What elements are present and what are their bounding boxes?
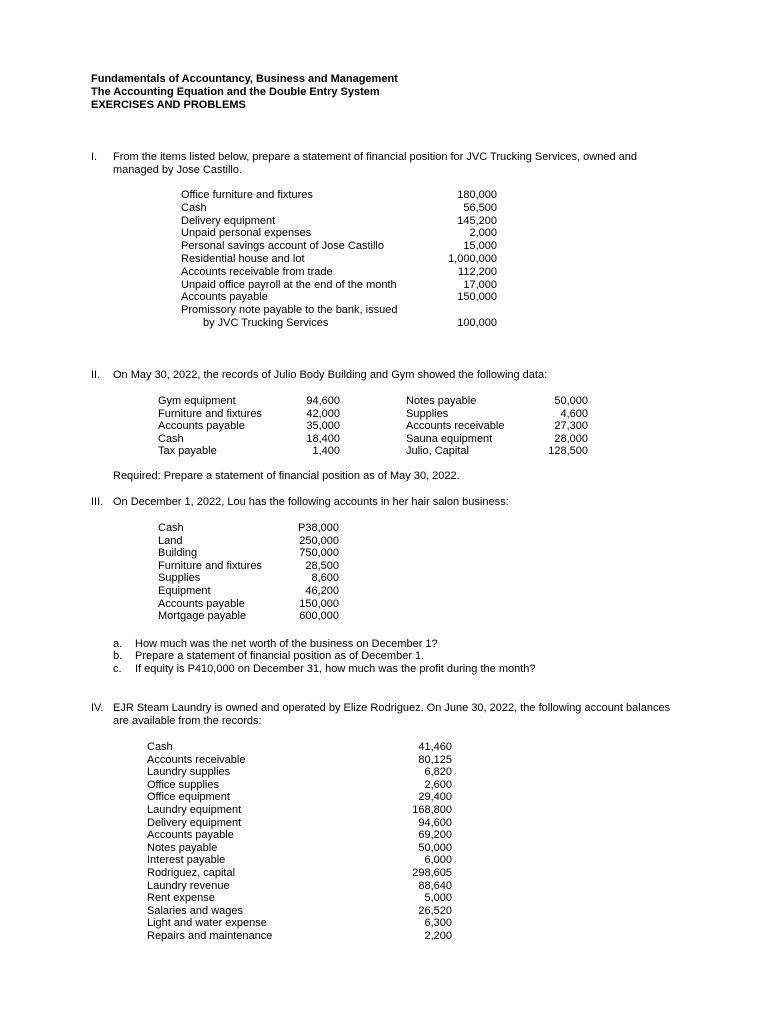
list-item-value: 2,200 <box>424 929 452 942</box>
list-item-label: Cash <box>147 741 173 753</box>
question-a-text: How much was the net worth of the business on December 1? <box>135 638 438 650</box>
problem-3-number: III. <box>91 496 104 508</box>
list-item-value: 6,820 <box>424 766 452 779</box>
list-item-label: Laundry revenue <box>147 879 230 892</box>
list-item-value: 26,520 <box>418 904 452 917</box>
list-item-value: 28,500 <box>305 559 339 572</box>
list-item-label: Accounts payable <box>158 420 245 433</box>
list-item-value: 750,000 <box>299 547 339 560</box>
list-item-label: Supplies <box>158 572 201 585</box>
question-b-text: Prepare a statement of financial position as of December 1. <box>135 650 425 662</box>
problem-2-right-labels <box>406 395 504 458</box>
list-item-label: Accounts payable <box>147 829 234 842</box>
list-item-value: 46,200 <box>305 584 339 597</box>
list-item-label: Accounts payable <box>181 291 268 304</box>
list-item-value: 168,800 <box>412 803 452 816</box>
problem-2-text: On May 30, 2022, the records of Julio Body Building and Gym showed the following data: <box>113 369 548 381</box>
list-item-value: 69,200 <box>418 829 452 842</box>
list-item-label: Equipment <box>158 584 211 597</box>
list-item-value: 41,460 <box>418 741 452 753</box>
list-item-label: Notes payable <box>406 395 477 407</box>
problem-2-left-labels <box>158 395 262 458</box>
list-item-value: 100,000 <box>457 316 497 329</box>
problem-1-text-cont: managed by Jose Castillo. <box>113 164 243 176</box>
section-title: EXERCISES AND PROBLEMS <box>91 99 246 111</box>
list-item-value: 15,000 <box>463 240 497 253</box>
list-item-value: 2,000 <box>469 227 497 240</box>
list-item-label: Cash <box>181 201 207 214</box>
list-item-label: Furniture and fixtures <box>158 559 262 572</box>
list-item-value: 2,600 <box>424 778 452 791</box>
list-item-value: 35,000 <box>306 420 340 433</box>
list-item-value <box>420 304 497 317</box>
problem-3-labels <box>158 522 262 623</box>
list-item-label: Cash <box>158 432 184 445</box>
topic-title: The Accounting Equation and the Double Entry System <box>91 86 380 98</box>
list-item-value: 298,605 <box>412 866 452 879</box>
list-item-value: 56,500 <box>463 201 497 214</box>
list-item-value: 18,400 <box>306 432 340 445</box>
question-a-letter: a. <box>113 638 123 650</box>
list-item-label: Repairs and maintenance <box>147 929 273 942</box>
problem-4-text-cont: are available from the records: <box>113 715 262 727</box>
list-item-value: 150,000 <box>299 597 339 610</box>
list-item-label: Accounts receivable from trade <box>181 265 333 278</box>
list-item-label: Laundry equipment <box>147 803 242 816</box>
list-item-label: Cash <box>158 522 184 534</box>
problem-2-required: Required: Prepare a statement of financial position as of May 30, 2022. <box>113 470 460 482</box>
list-item-value: 94,600 <box>306 395 340 407</box>
list-item-value: 50,000 <box>554 395 588 407</box>
problem-1-values <box>420 189 497 330</box>
problem-2-left-values <box>280 395 340 458</box>
list-item-label: Notes payable <box>147 841 218 854</box>
list-item-label: Land <box>158 534 183 547</box>
problem-1-number: I. <box>91 151 98 163</box>
list-item-value: 6,300 <box>424 917 452 930</box>
list-item-value: 112,200 <box>458 265 497 278</box>
list-item-label: Personal savings account of Jose Castillo <box>181 240 384 253</box>
list-item-label: Unpaid office payroll at the end of the month <box>181 278 397 291</box>
question-b-letter: b. <box>113 650 123 662</box>
list-item-label: Office supplies <box>147 778 219 791</box>
list-item-label: Accounts receivable <box>406 420 505 433</box>
list-item-value: 29,400 <box>418 791 452 804</box>
problem-3-values <box>278 522 339 623</box>
list-item-label: Building <box>158 547 198 560</box>
list-item-value: 94,600 <box>418 816 452 829</box>
course-title: Fundamentals of Accountancy, Business and Management <box>91 73 398 85</box>
list-item-value: 1,000,000 <box>448 252 497 265</box>
list-item-label: Gym equipment <box>158 395 236 407</box>
list-item-label: Supplies <box>406 407 449 420</box>
list-item-label: Residential house and lot <box>181 252 305 265</box>
problem-2-right-values <box>528 395 588 458</box>
list-item-label: Rodriguez, capital <box>147 866 236 879</box>
list-item-value: 5,000 <box>424 892 452 905</box>
list-item-value: 50,000 <box>418 841 452 854</box>
problem-4-labels <box>147 741 272 943</box>
list-item-value: 27,300 <box>554 420 588 433</box>
list-item-label: Accounts payable <box>158 597 245 610</box>
list-item-value: 145,200 <box>457 214 497 227</box>
list-item-label: Office equipment <box>147 791 230 804</box>
list-item-label: Office furniture and fixtures <box>181 189 313 201</box>
list-item-value: 1,400 <box>312 445 340 458</box>
list-item-value: 88,640 <box>418 879 452 892</box>
list-item-label: Promissory note payable to the bank, issued <box>181 304 398 317</box>
problem-4-number: IV. <box>91 702 104 714</box>
list-item-label: Light and water expense <box>147 917 267 930</box>
list-item-value: 80,125 <box>418 753 452 766</box>
list-item-value: 6,000 <box>424 854 452 867</box>
list-item-value: 128,500 <box>548 445 588 458</box>
list-item-label: Rent expense <box>147 892 215 905</box>
list-item-value: 600,000 <box>299 610 339 623</box>
list-item-value: 250,000 <box>299 534 339 547</box>
list-item-value: 180,000 <box>457 189 497 201</box>
list-item-value: 4,600 <box>560 407 588 420</box>
list-item-label: Accounts receivable <box>147 753 246 766</box>
list-item-value: P38,000 <box>298 522 339 534</box>
list-item-value: 17,000 <box>463 278 497 291</box>
list-item-value: 42,000 <box>306 407 340 420</box>
list-item-label: by JVC Trucking Services <box>203 316 329 329</box>
list-item-value: 28,000 <box>554 432 588 445</box>
list-item-label: Salaries and wages <box>147 904 244 917</box>
list-item-label: Delivery equipment <box>181 214 276 227</box>
question-c-text: If equity is P410,000 on December 31, how much was the profit during the month? <box>135 663 536 675</box>
list-item-label: Delivery equipment <box>147 816 242 829</box>
list-item-label: Julio, Capital <box>406 445 469 458</box>
list-item-label: Furniture and fixtures <box>158 407 262 420</box>
problem-3-text: On December 1, 2022, Lou has the following accounts in her hair salon business: <box>113 496 509 508</box>
problem-1-labels <box>181 189 397 330</box>
list-item-label: Tax payable <box>158 445 217 458</box>
list-item-label: Interest payable <box>147 854 226 867</box>
question-c-letter: c. <box>113 663 122 675</box>
list-item-label: Laundry supplies <box>147 766 231 779</box>
list-item-value: 8,600 <box>311 572 339 585</box>
list-item-label: Mortgage payable <box>158 610 247 623</box>
list-item-label: Unpaid personal expenses <box>181 227 312 240</box>
problem-4-values <box>396 741 452 943</box>
list-item-label: Sauna equipment <box>406 432 493 445</box>
list-item-value: 150,000 <box>457 291 497 304</box>
problem-1-text: From the items listed below, prepare a statement of financial position for JVC Trucking Services, owned and <box>113 151 637 163</box>
problem-4-text: EJR Steam Laundry is owned and operated by Elize Rodriguez. On June 30, 2022, the following account balances <box>113 702 671 714</box>
problem-2-number: II. <box>91 369 101 381</box>
